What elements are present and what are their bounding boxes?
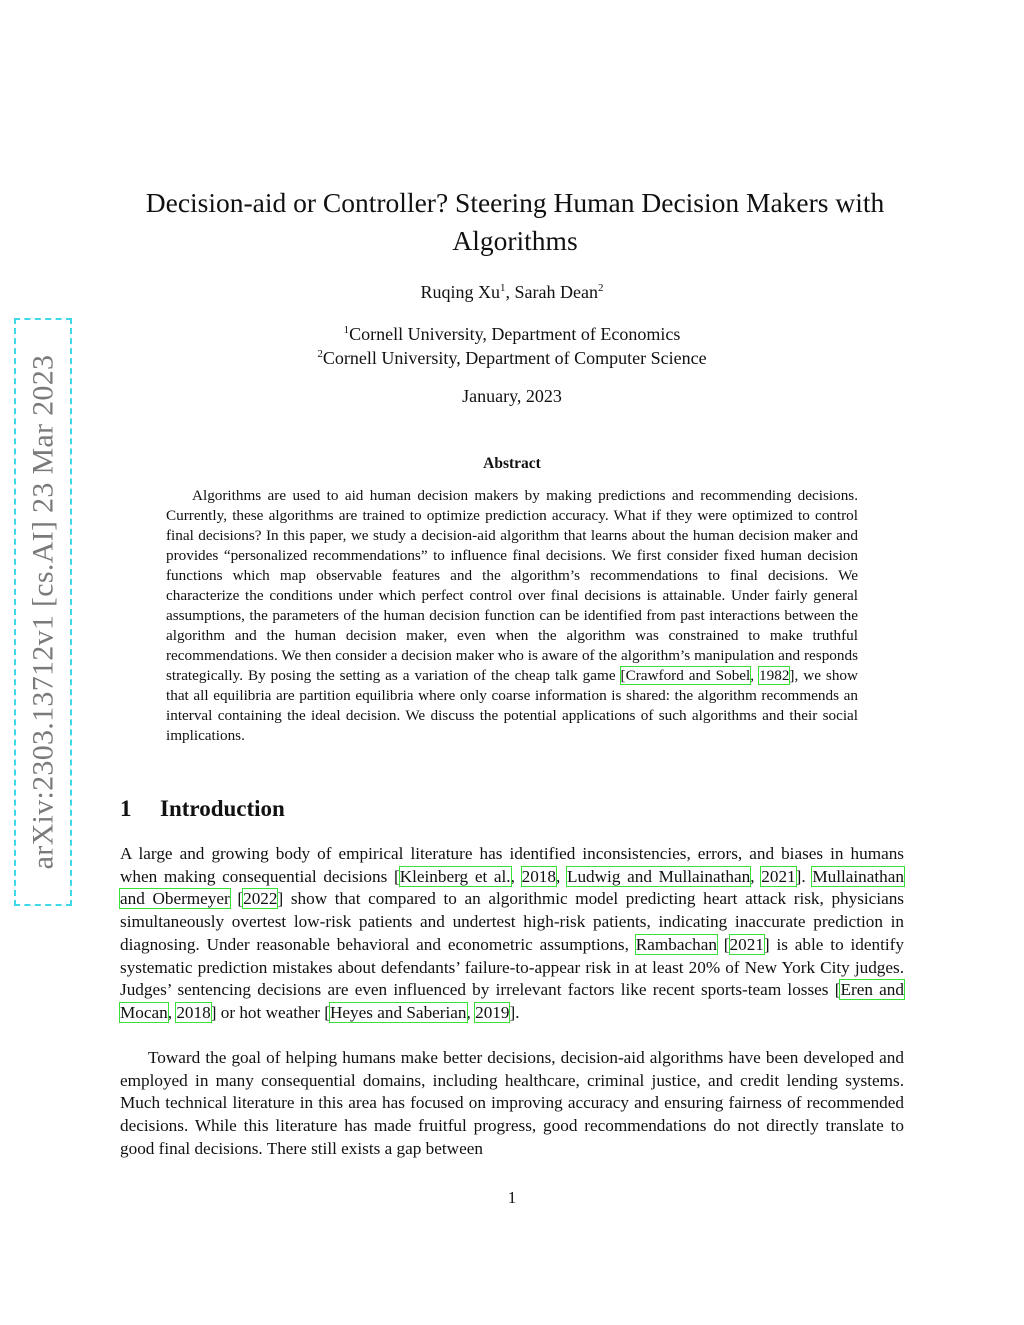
body-text: ]. bbox=[509, 1002, 520, 1022]
author-separator: , bbox=[505, 282, 515, 302]
citation-link[interactable]: Kleinberg et al. bbox=[399, 866, 511, 886]
section-heading bbox=[120, 796, 285, 822]
citation-separator: , bbox=[750, 667, 760, 684]
affiliation-text: Cornell University, Department of Economics bbox=[349, 324, 681, 344]
citation-separator: [ bbox=[716, 934, 730, 954]
citation-link[interactable]: Mullainathan and Obermeyer bbox=[120, 866, 904, 909]
affiliation-mark: 1 bbox=[500, 282, 506, 294]
intro-paragraph-1 bbox=[120, 843, 904, 1025]
arxiv-identifier[interactable]: arXiv:2303.13712v1 [cs.AI] 23 Mar 2023 bbox=[26, 354, 59, 870]
citation-separator: [ bbox=[229, 889, 244, 909]
citation-link[interactable]: Ludwig and Mullainathan bbox=[566, 866, 751, 886]
publication-date: January, 2023 bbox=[462, 386, 562, 406]
citation-link[interactable]: Rambachan bbox=[635, 934, 717, 954]
body-text: ] is able to identify systematic prediction mistakes about defendants’ failure-to-appear risk in at least 20% of New York City judges. Judges’ sentencing decisions are even influenced by irrelevant factors like recent sports-team losses [ bbox=[120, 934, 904, 1000]
citation-year-link[interactable]: 2018 bbox=[521, 866, 556, 886]
citation-link[interactable]: [Crawford and Sobel bbox=[620, 667, 751, 684]
affiliation-text: Cornell University, Department of Computer Science bbox=[322, 348, 707, 368]
citation-year-link[interactable]: 2022 bbox=[243, 889, 278, 909]
abstract-body: Algorithms are used to aid human decision makers by making predictions and recommending decisions. Currently, these algorithms are trained to optimize prediction accuracy. What if they were optimized to control final decisions? In this paper, we study a decision-aid algorithm that learns about the human decision maker and provides “personalized recommendations” to influence final decisions. We first consider fixed human decision functions which map observable features and the algorithm’s recommendations to final decisions. We characterize the conditions under which perfect control over final decisions is attainable. Under fairly general assumptions, the parameters of the human decision function can be identified from past interactions between the algorithm and the human decision maker, even when the algorithm was constrained to make truthful recommendations. We then consider a decision maker who is aware of the algorithm’s manipulation and responds strategically. By posing the setting as a variation of the cheap talk game [Crawford and Sobel, 1982], we show that all equilibria are partition equilibria where only coarse information is shared: the algorithm recommends an interval containing the ideal decision. We discuss the potential applications of such algorithms and their social implications. bbox=[166, 487, 858, 744]
author-name: Ruqing Xu bbox=[420, 282, 501, 302]
citation-separator: , bbox=[555, 866, 567, 886]
body-text: A large and growing body of empirical literature has identified inconsistencies, errors, and biases in humans when making consequential decisions [ bbox=[120, 844, 904, 886]
citation-separator: , bbox=[750, 866, 762, 886]
citation-link[interactable]: Heyes and Saberian bbox=[330, 1002, 467, 1022]
citation-year-link[interactable]: 2019 bbox=[475, 1002, 510, 1022]
citation-link[interactable]: Eren and Mocan bbox=[120, 980, 904, 1022]
body-text: ] or hot weather [ bbox=[210, 1002, 331, 1022]
citation-year-link[interactable]: 2018 bbox=[176, 1002, 211, 1022]
body-text: ] show that compared to an algorithmic model predicting heart attack risk, physicians simultaneously overtest low-risk patients and undertest high-risk patients, indicating inaccurate prediction in diagnosing. Under reasonable behavioral and econometric assumptions, bbox=[120, 889, 904, 954]
section-number: 1 bbox=[120, 796, 132, 821]
page-number: 1 bbox=[507, 1188, 517, 1207]
section-title: Introduction bbox=[160, 796, 285, 821]
intro-paragraph-2: Toward the goal of helping humans make better decisions, decision-aid algorithms have been developed and employed in many consequential domains, including healthcare, criminal justice, and credit lending systems. Much technical literature in this area has focused on improving accuracy and ensuring fairness of recommended decisions. While this literature has made fruitful progress, good recommendations do not directly translate to good final decisions. There still exists a gap between bbox=[120, 1048, 904, 1158]
affiliation-line bbox=[0, 346, 1024, 370]
citation-year-link[interactable]: 2021 bbox=[729, 934, 764, 954]
body-text: ]. bbox=[795, 866, 813, 886]
author-list bbox=[0, 282, 1024, 303]
affiliation-mark: 1 bbox=[343, 324, 350, 336]
citation-year-link[interactable]: 2021 bbox=[761, 866, 796, 886]
affiliation-line bbox=[0, 322, 1024, 346]
citation-separator: , bbox=[466, 1002, 476, 1022]
author-name: Sarah Dean bbox=[514, 282, 598, 302]
abstract-text: , we show that all equilibria are partition equilibria where only coarse information is shared: the algorithm recommends an interval containing the ideal decision. We discuss the potential applications of such algorithms and their social implications. bbox=[166, 667, 858, 744]
abstract-heading: Abstract bbox=[483, 455, 541, 472]
affiliation-block bbox=[0, 322, 1024, 370]
affiliation-mark: 2 bbox=[317, 348, 323, 360]
paper-title: Decision-aid or Controller? Steering Human Decision Makers with Algorithms bbox=[145, 187, 885, 256]
citation-year-link[interactable]: 1982 bbox=[759, 667, 790, 684]
citation-separator: , bbox=[510, 866, 522, 886]
abstract-text: Algorithms are used to aid human decision makers by making predictions and recommending decisions. Currently, these algorithms are trained to optimize prediction accuracy. What if they were optimized to control final decisions? In this paper, we study a decision-aid algorithm that learns about the human decision maker and provides “personalized recommendations” to influence final decisions. We first consider fixed human decision functions which map observable features and the algorithm’s recommendations to final decisions. We characterize the conditions under which perfect control over final decisions is attainable. Under fairly general assumptions, the parameters of the human decision function can be identified from past interactions between the algorithm and the human decision maker, even when the algorithm was constrained to make truthful recommendations. We then consider a decision maker who is aware of the algorithm’s manipulation and responds strategically. By posing the setting as a variation of the cheap talk game bbox=[166, 487, 858, 684]
citation-separator: , bbox=[167, 1002, 177, 1022]
affiliation-mark: 2 bbox=[597, 282, 604, 294]
